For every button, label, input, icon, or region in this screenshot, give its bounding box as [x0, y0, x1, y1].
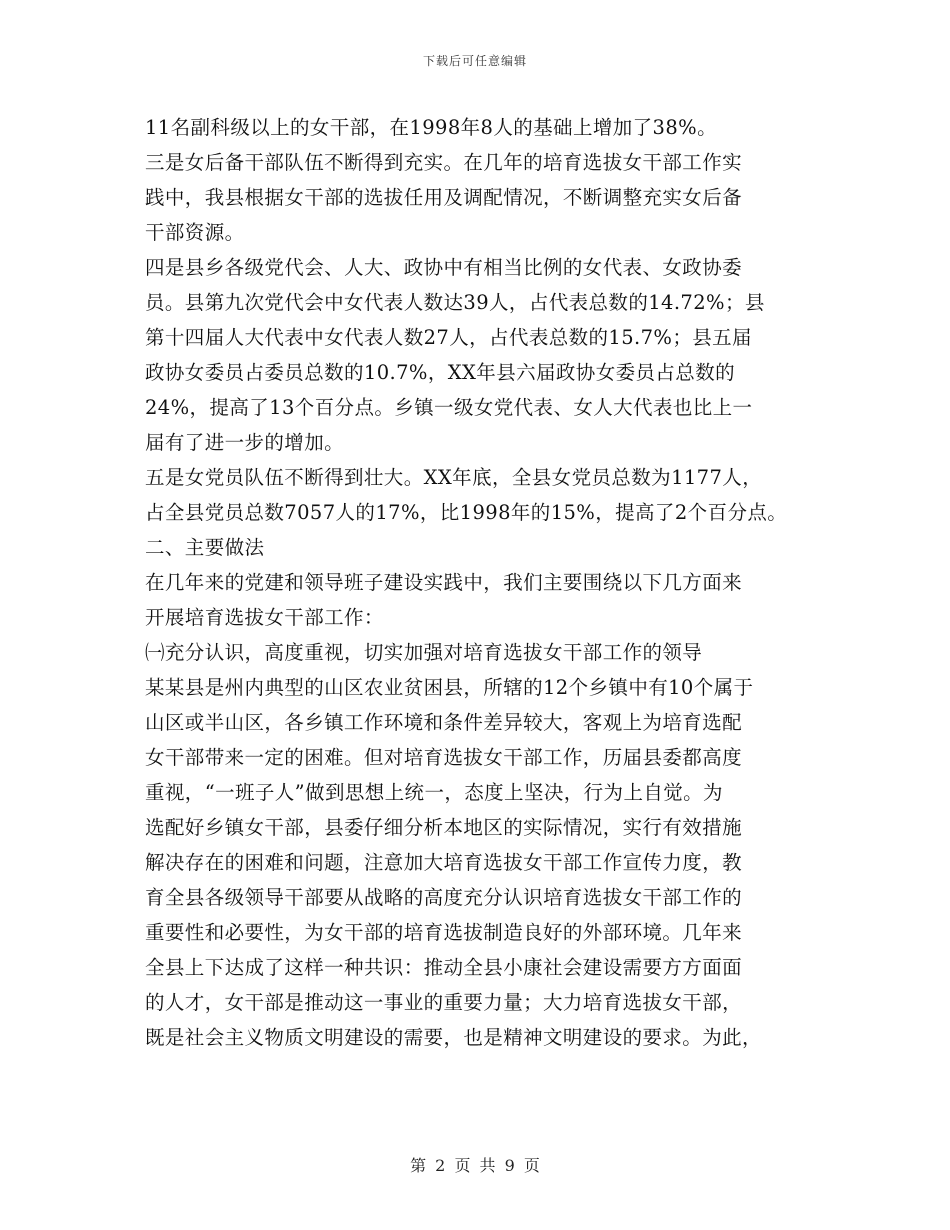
body-line: 占全县党员总数7057人的17%，比1998年的15%，提高了2个百分点。 — [145, 501, 788, 524]
subsection-heading: ㈠充分认识，高度重视，切实加强对培育选拔女干部工作的领导 — [145, 641, 703, 664]
body-line: 政协女委员占委员总数的10.7%，XX年县六届政协女委员占总数的 — [145, 361, 736, 384]
body-line: 四是县乡各级党代会、人大、政协中有相当比例的女代表、女政协委 — [145, 256, 743, 279]
body-line: 重要性和必要性，为女干部的培育选拔制造良好的外部环境。几年来 — [145, 921, 743, 944]
body-line: 重视，“一班子人”做到思想上统一，态度上坚决，行为上自觉。为 — [145, 781, 723, 804]
document-body — [145, 110, 825, 1055]
page-number: 第 2 页 共 9 页 — [410, 1156, 540, 1175]
body-line: 五是女党员队伍不断得到壮大。XX年底，全县女党员总数为1177人， — [145, 466, 763, 489]
body-line: 在几年来的党建和领导班子建设实践中，我们主要围绕以下几方面来 — [145, 571, 743, 594]
body-line: 山区或半山区，各乡镇工作环境和条件差异较大，客观上为培育选配 — [145, 711, 743, 734]
body-line: 24%，提高了13个百分点。乡镇一级女党代表、女人大代表也比上一 — [145, 396, 753, 419]
body-line: 开展培育选拔女干部工作： — [145, 606, 384, 629]
page-header: 下载后可任意编辑 — [422, 54, 527, 68]
body-line: 11名副科级以上的女干部，在1998年8人的基础上增加了38%。 — [145, 116, 717, 139]
body-line: 三是女后备干部队伍不断得到充实。在几年的培育选拔女干部工作实 — [145, 151, 743, 174]
body-line: 第十四届人大代表中女代表人数27人，占代表总数的15.7%；县五届 — [145, 326, 752, 349]
body-line: 践中，我县根据女干部的选拔任用及调配情况，不断调整充实女后备 — [145, 186, 743, 209]
body-line: 某某县是州内典型的山区农业贫困县，所辖的12个乡镇中有10个属于 — [145, 676, 754, 699]
body-line: 育全县各级领导干部要从战略的高度充分认识培育选拔女干部工作的 — [145, 886, 743, 909]
body-line: 选配好乡镇女干部，县委仔细分析本地区的实际情况，实行有效措施 — [145, 816, 743, 839]
body-line: 全县上下达成了这样一种共识：推动全县小康社会建设需要方方面面 — [145, 956, 743, 979]
body-line: 的人才，女干部是推动这一事业的重要力量；大力培育选拔女干部， — [145, 991, 743, 1014]
body-line: 既是社会主义物质文明建设的需要，也是精神文明建设的要求。为此， — [145, 1026, 762, 1049]
section-heading: 二、主要做法 — [145, 536, 265, 559]
body-line: 届有了进一步的增加。 — [145, 431, 345, 454]
body-line: 干部资源。 — [145, 221, 245, 244]
body-line: 女干部带来一定的困难。但对培育选拔女干部工作，历届县委都高度 — [145, 746, 743, 769]
body-line: 解决存在的困难和问题，注意加大培育选拔女干部工作宣传力度，教 — [145, 851, 743, 874]
body-line: 员。县第九次党代会中女代表人数达39人，占代表总数的14.72%；县 — [145, 291, 765, 314]
